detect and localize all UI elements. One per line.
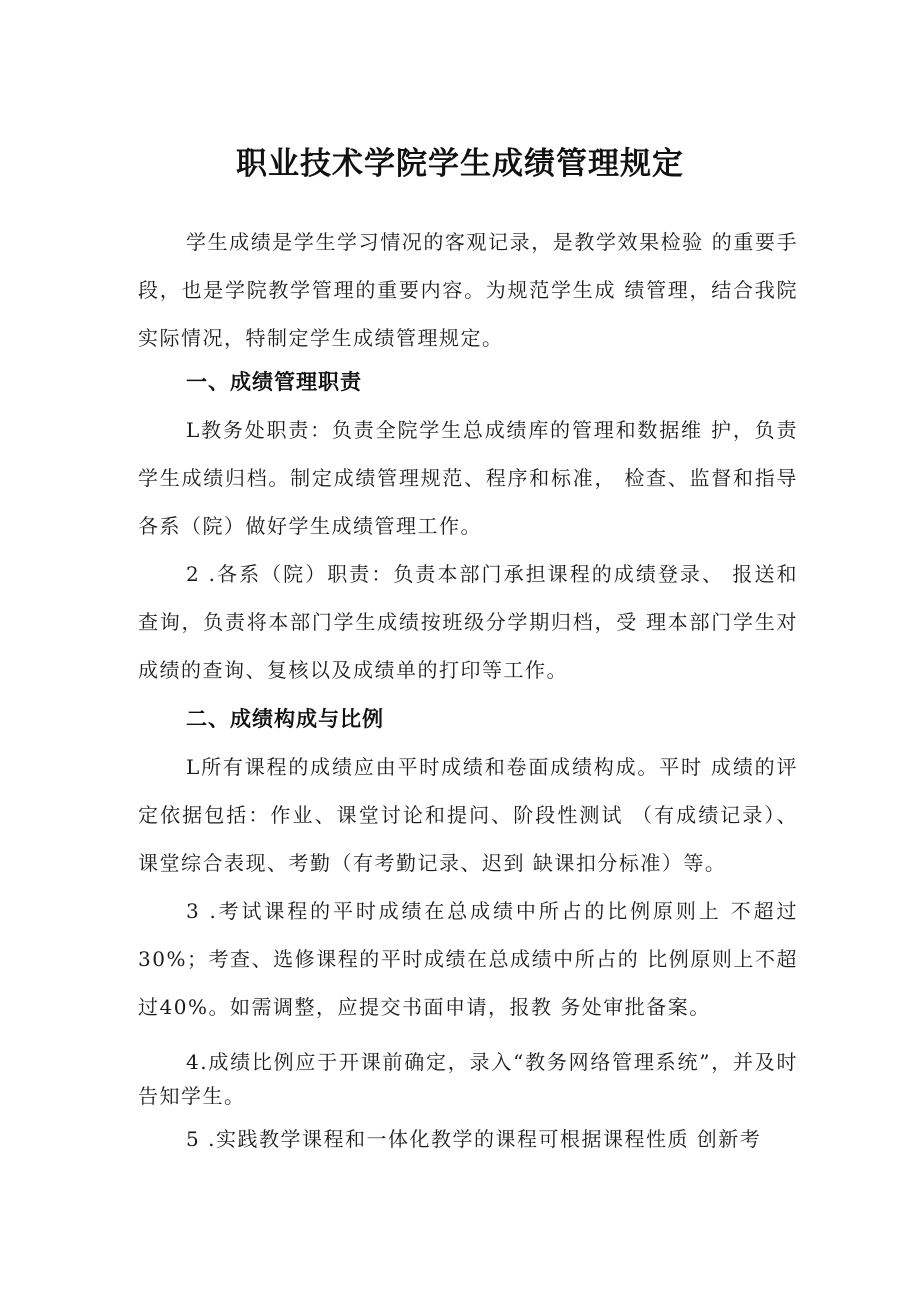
paragraph-ratio-timing: 4.成绩比例应于开课前确定，录入“教务网络管理系统”，并及时告知学生。	[138, 1050, 798, 1108]
paragraph-academic-affairs-duties: L教务处职责：负责全院学生总成绩库的管理和数据维 护，负责学生成绩归档。制定成绩管理规范、程序和标准， 检查、监督和指导各系（院）做好学生成绩管理工作。	[138, 418, 798, 538]
section-heading-composition: 二、成绩构成与比例	[186, 707, 384, 731]
intro-paragraph: 学生成绩是学生学习情况的客观记录，是教学效果检验 的重要手段，也是学院教学管理的重要内容。为规范学生成 绩管理，结合我院实际情况，特制定学生成绩管理规定。	[138, 230, 798, 350]
section-heading-responsibilities: 一、成绩管理职责	[186, 370, 362, 394]
paragraph-score-ratio: 3 .考试课程的平时成绩在总成绩中所占的比例原则上 不超过30%；考查、选修课程的平时成绩在总成绩中所占的 比例原则上不超过40%。如需调整，应提交书面申请，报教 务处审批备案。	[138, 899, 798, 1019]
paragraph-department-duties: 2 .各系（院）职责：负责本部门承担课程的成绩登录、 报送和查询，负责将本部门学生成绩按班级分学期归档，受 理本部门学生对成绩的查询、复核以及成绩单的打印等工作。	[138, 562, 798, 682]
document-title: 职业技术学院学生成绩管理规定	[236, 146, 684, 182]
paragraph-practical-courses: 5 .实践教学课程和一体化教学的课程可根据课程性质 创新考	[186, 1127, 762, 1151]
paragraph-score-composition: L所有课程的成绩应由平时成绩和卷面成绩构成。平时 成绩的评定依据包括：作业、课堂讨论和提问、阶段性测试 （有成绩记录）、课堂综合表现、考勤（有考勤记录、迟到 缺课扣分标准）等。	[138, 755, 798, 875]
